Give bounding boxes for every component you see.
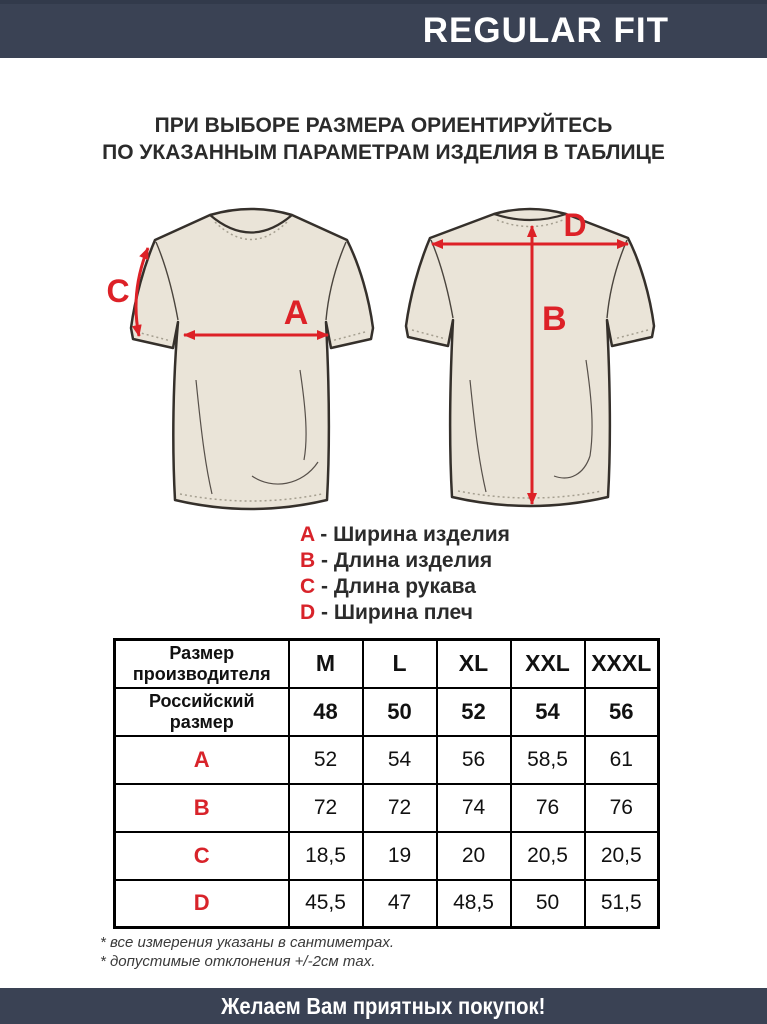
intro-line-2: ПО УКАЗАННЫМ ПАРАМЕТРАМ ИЗДЕЛИЯ В ТАБЛИЦЕ (102, 141, 665, 164)
legend-sep: - (315, 601, 334, 624)
footer-message: Желаем Вам приятных покупок! (221, 992, 546, 1019)
measure-cell: 72 (363, 784, 437, 832)
legend-label-c: Длина рукава (333, 575, 476, 598)
size-col-xl: XL (437, 640, 511, 688)
tshirt-back-view (406, 207, 654, 506)
tshirt-measurement-diagram (0, 200, 767, 520)
label-d: D (563, 207, 587, 243)
legend-key-d: D (300, 601, 316, 624)
size-col-xxxl: XXXL (585, 640, 659, 688)
table-row-b (115, 784, 659, 832)
legend-label-d: Ширина плеч (333, 601, 473, 624)
russian-size-cell: 50 (363, 688, 437, 736)
size-col-xxl: XXL (511, 640, 585, 688)
page-title: REGULAR FIT (422, 11, 669, 50)
table-row-d (115, 880, 659, 928)
measure-cell: 19 (363, 832, 437, 880)
measure-cell: 51,5 (585, 880, 659, 928)
russian-size-cell: 48 (289, 688, 363, 736)
size-col-l: L (363, 640, 437, 688)
measure-cell: 52 (289, 736, 363, 784)
measure-cell: 20 (437, 832, 511, 880)
legend-key-b: B (300, 549, 316, 572)
footer-banner (0, 988, 767, 1024)
measure-cell: 72 (289, 784, 363, 832)
measure-cell: 54 (363, 736, 437, 784)
legend-sep: - (314, 523, 334, 546)
row-key-b: B (115, 784, 289, 832)
measure-cell: 18,5 (289, 832, 363, 880)
measure-cell: 56 (437, 736, 511, 784)
measure-cell: 45,5 (289, 880, 363, 928)
table-row-a (115, 736, 659, 784)
measure-cell: 61 (585, 736, 659, 784)
measure-cell: 50 (511, 880, 585, 928)
tshirt-front-view (106, 209, 373, 509)
row-key-a: A (115, 736, 289, 784)
footnote-units: * все измерения указаны в сантиметрах. (100, 934, 395, 951)
table-row-russian-size (115, 688, 659, 736)
legend-key-a: A (300, 523, 315, 546)
legend-item-d (300, 600, 510, 626)
russian-size-cell: 54 (511, 688, 585, 736)
legend-item-c (300, 574, 510, 600)
measure-cell: 20,5 (511, 832, 585, 880)
russian-size-cell: 56 (585, 688, 659, 736)
legend-item-a (300, 522, 510, 548)
legend-label-b: Длина изделия (333, 549, 493, 572)
tshirt-diagram-svg (0, 200, 767, 520)
row-label-producer: Размер производителя (115, 640, 289, 688)
label-c: C (106, 273, 130, 309)
footnote-tolerance: * допустимые отклонения +/-2см max. (100, 953, 376, 970)
legend-sep: - (315, 575, 334, 598)
size-table (113, 638, 660, 929)
legend-label-a: Ширина изделия (333, 523, 510, 546)
table-row-producer-size (115, 640, 659, 688)
footnotes (100, 933, 394, 971)
measure-cell: 58,5 (511, 736, 585, 784)
measure-cell: 20,5 (585, 832, 659, 880)
size-col-m: M (289, 640, 363, 688)
intro-line-1: ПРИ ВЫБОРЕ РАЗМЕРА ОРИЕНТИРУЙТЕСЬ (154, 114, 613, 137)
measure-cell: 48,5 (437, 880, 511, 928)
measure-cell: 74 (437, 784, 511, 832)
russian-size-cell: 52 (437, 688, 511, 736)
row-key-c: C (115, 832, 289, 880)
legend-sep: - (315, 549, 334, 572)
label-a: A (283, 294, 309, 332)
measure-cell: 76 (585, 784, 659, 832)
header-banner (0, 0, 767, 58)
row-label-russian: Российский размер (115, 688, 289, 736)
measurement-legend (300, 522, 510, 626)
measure-cell: 76 (511, 784, 585, 832)
row-key-d: D (115, 880, 289, 928)
legend-key-c: C (300, 575, 316, 598)
legend-item-b (300, 548, 510, 574)
table-row-c (115, 832, 659, 880)
label-b: B (542, 300, 567, 338)
intro-heading (0, 112, 767, 166)
measure-cell: 47 (363, 880, 437, 928)
